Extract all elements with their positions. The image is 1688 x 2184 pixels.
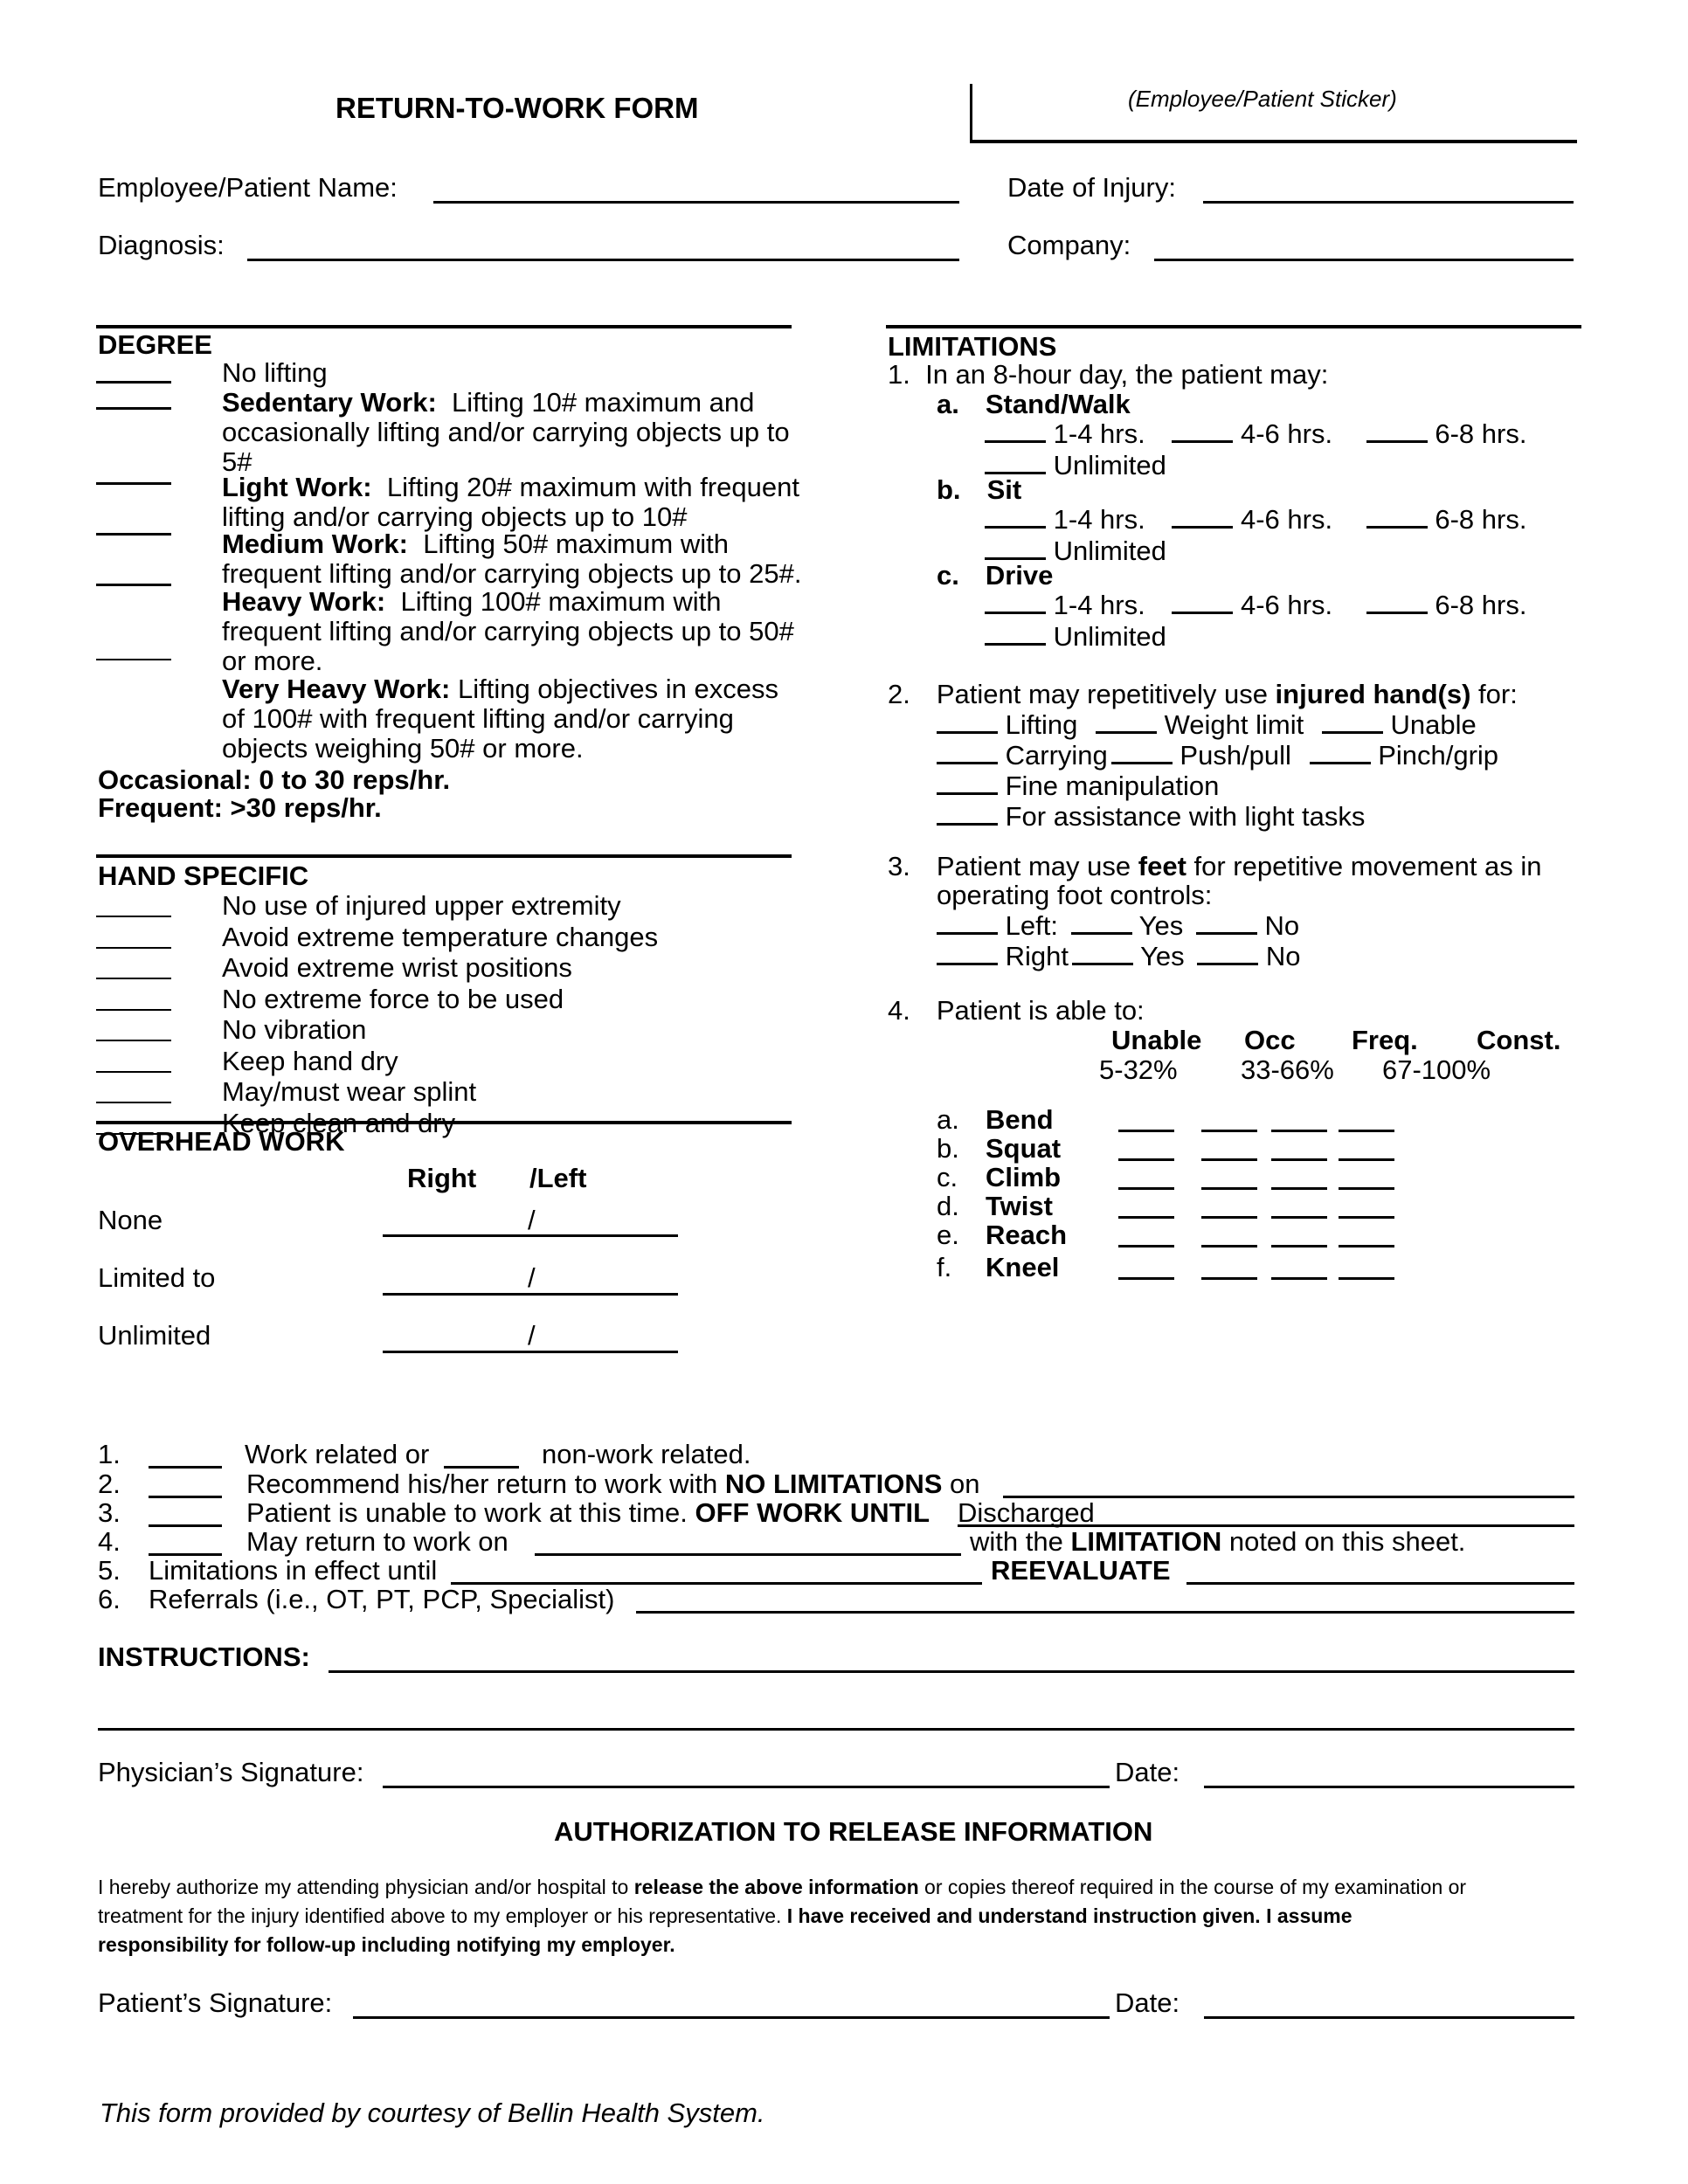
q4-blank-unable[interactable] — [1118, 1187, 1174, 1190]
limitations-q1: 1. In an 8-hour day, the patient may: — [888, 359, 1329, 390]
q4-row-twist: d. Twist — [937, 1192, 1583, 1220]
q4-blank-freq[interactable] — [1271, 1277, 1327, 1280]
option-blank[interactable] — [1322, 708, 1383, 734]
degree-very-heavy: Very Heavy Work: Lifting objectives in excess of 100# with frequent lifting and/or carrying objects weighing 50# or more. — [222, 674, 778, 764]
no-limitations-check[interactable] — [149, 1496, 222, 1498]
degree-check-sedentary[interactable] — [96, 407, 171, 410]
work-related-check[interactable] — [149, 1466, 222, 1469]
q4-col-occ: Occ — [1244, 1025, 1296, 1055]
status-line-3-text: Patient is unable to work at this time. OFF WORK UNTIL — [246, 1497, 930, 1528]
q4-blank-const[interactable] — [1339, 1158, 1394, 1161]
q1-activity-stand-walk: a. Stand/Walk — [937, 389, 1131, 419]
footer-courtesy: This form provided by courtesy of Bellin Health System. — [100, 2098, 765, 2128]
option-blank[interactable] — [937, 770, 998, 795]
hand-item: May/must wear splint — [96, 1077, 760, 1109]
patient-date-field[interactable] — [1204, 2016, 1574, 2019]
date-of-injury-field[interactable] — [1203, 201, 1574, 204]
off-work-until-field[interactable]: Discharged — [958, 1497, 1095, 1528]
q4-blank-unable[interactable] — [1118, 1216, 1174, 1219]
overhead-heading: OVERHEAD WORK — [98, 1126, 345, 1157]
hand-check[interactable] — [96, 947, 171, 949]
degree-light: Light Work: Lifting 20# maximum with frequent lifting and/or carrying objects up to 10# — [222, 472, 799, 532]
overhead-divider — [96, 1121, 792, 1124]
limitations-q2: 2. Patient may repetitively use injured hand(s) for: — [888, 679, 1518, 709]
option-blank[interactable] — [1310, 739, 1371, 764]
q4-blank-freq[interactable] — [1271, 1158, 1327, 1161]
hand-item: No use of injured upper extremity — [96, 891, 760, 923]
non-work-related-label: non-work related. — [542, 1439, 751, 1469]
overhead-col-left: /Left — [529, 1163, 587, 1193]
status-line-5-num: 5. — [98, 1555, 121, 1586]
hand-check[interactable] — [96, 916, 171, 917]
degree-check-very-heavy[interactable] — [96, 659, 171, 660]
hand-item: Keep hand dry — [96, 1047, 760, 1078]
status-line-4-tail: with the LIMITATION noted on this sheet. — [970, 1526, 1466, 1557]
degree-divider — [96, 325, 792, 328]
q4-blank-freq[interactable] — [1271, 1216, 1327, 1219]
q2-options: Lifting Weight limit Unable Carrying Push/pull Pinch/grip Fine manipulation For assistance with light tasks — [937, 708, 1498, 831]
overhead-limited-field[interactable] — [383, 1293, 678, 1296]
overhead-sep: / — [528, 1262, 536, 1293]
limitations-heading: LIMITATIONS — [888, 331, 1057, 362]
degree-check-light[interactable] — [96, 482, 171, 485]
degree-heavy: Heavy Work: Lifting 100# maximum with frequent lifting and/or carrying objects up to 50# or more. — [222, 586, 794, 676]
q4-col-freq: Freq. — [1352, 1025, 1418, 1055]
status-line-1: 1. — [98, 1439, 121, 1469]
hand-check[interactable] — [96, 1071, 171, 1073]
status-line-2-num: 2. — [98, 1469, 121, 1499]
company-field[interactable] — [1154, 259, 1574, 261]
patient-signature-label: Patient’s Signature: — [98, 1987, 333, 2018]
option-blank[interactable] — [985, 503, 1046, 529]
hand-specific-list — [96, 891, 760, 1139]
referrals-field[interactable] — [636, 1611, 1574, 1614]
hand-item: Avoid extreme wrist positions — [96, 953, 760, 985]
diagnosis-field[interactable] — [247, 259, 959, 261]
option-blank[interactable] — [937, 909, 998, 935]
employee-name-field[interactable] — [433, 201, 959, 204]
reevaluate-label: REEVALUATE — [991, 1555, 1171, 1586]
hand-specific-heading: HAND SPECIFIC — [98, 860, 309, 891]
q4-row-reach: e. Reach — [937, 1220, 1583, 1249]
hand-check[interactable] — [96, 1102, 171, 1103]
q4-blank-const[interactable] — [1339, 1130, 1394, 1132]
status-line-3-num: 3. — [98, 1497, 121, 1528]
q4-blank-unable[interactable] — [1118, 1245, 1174, 1248]
q4-row-bend: a. Bend — [937, 1105, 1583, 1134]
q4-blank-unable[interactable] — [1118, 1130, 1174, 1132]
q4-blank-occ[interactable] — [1201, 1216, 1257, 1219]
limitations-divider — [886, 325, 1581, 328]
status-line-6-text: Referrals (i.e., OT, PT, PCP, Specialist) — [149, 1584, 615, 1614]
degree-no-lifting: No lifting — [222, 357, 328, 388]
status-line-2-text: Recommend his/her return to work with NO LIMITATIONS on — [246, 1469, 980, 1499]
overhead-unlimited-field[interactable] — [383, 1351, 678, 1353]
reevaluate-field[interactable] — [1186, 1582, 1574, 1585]
degree-medium: Medium Work: Lifting 50# maximum with frequent lifting and/or carrying objects up to 25#. — [222, 529, 802, 589]
overhead-row-unlimited: Unlimited — [98, 1320, 211, 1351]
hand-check[interactable] — [96, 978, 171, 979]
q1-activity-sit: b. Sit — [937, 474, 1022, 505]
q1-activity-drive: c. Drive — [937, 560, 1054, 591]
degree-heading: DEGREE — [98, 329, 212, 360]
q4-blank-occ[interactable] — [1201, 1158, 1257, 1161]
q4-col-const: Const. — [1477, 1025, 1561, 1055]
option-blank[interactable] — [937, 800, 998, 826]
authorization-text: I hereby authorize my attending physician and/or hospital to release the above information or copies thereof required in the course of my examination or treatment for the injury identified above to my employer or his representative. I have received and understand instruction given. I assume responsibility for follow-up including notifying my employer. — [98, 1876, 1467, 1956]
option-blank[interactable] — [1197, 940, 1258, 965]
off-work-check[interactable] — [149, 1524, 222, 1527]
option-blank[interactable] — [1096, 708, 1157, 734]
option-blank[interactable] — [1366, 418, 1428, 443]
employee-name-label: Employee/Patient Name: — [98, 172, 398, 203]
q4-range-const: 67-100% — [1382, 1054, 1491, 1085]
patient-signature-field[interactable] — [353, 2016, 1110, 2019]
frequent-definition: Frequent: >30 reps/hr. — [98, 792, 382, 823]
degree-check-heavy[interactable] — [96, 584, 171, 586]
physician-signature-field[interactable] — [383, 1786, 1110, 1788]
q4-blank-const[interactable] — [1339, 1216, 1394, 1219]
option-blank[interactable] — [985, 620, 1046, 646]
option-blank[interactable] — [985, 449, 1046, 474]
q4-blank-unable[interactable] — [1118, 1277, 1174, 1280]
option-blank[interactable] — [1111, 739, 1173, 764]
option-blank[interactable] — [937, 739, 998, 764]
q3-feet-options: Left: Yes No Right Yes No — [937, 909, 1301, 971]
option-blank[interactable] — [1172, 589, 1233, 614]
q1-sit-options: 1-4 hrs. 4-6 hrs. 6-8 hrs. Unlimited — [985, 503, 1526, 566]
option-blank[interactable] — [1072, 940, 1133, 965]
q4-blank-unable[interactable] — [1118, 1158, 1174, 1161]
q1-drive-options: 1-4 hrs. 4-6 hrs. 6-8 hrs. Unlimited — [985, 589, 1526, 652]
q4-blank-freq[interactable] — [1271, 1187, 1327, 1190]
option-blank[interactable] — [1366, 589, 1428, 614]
option-blank[interactable] — [1071, 909, 1132, 935]
option-blank[interactable] — [1196, 909, 1257, 935]
status-line-6-num: 6. — [98, 1584, 121, 1614]
q4-range-freq: 33-66% — [1241, 1054, 1334, 1085]
return-date-field[interactable] — [535, 1553, 961, 1556]
authorization-heading: AUTHORIZATION TO RELEASE INFORMATION — [554, 1816, 1153, 1847]
q4-blank-freq[interactable] — [1271, 1245, 1327, 1248]
work-related-label: Work related or — [245, 1439, 430, 1469]
option-blank[interactable] — [985, 589, 1046, 614]
degree-check-medium[interactable] — [96, 533, 171, 536]
instructions-field-line-2[interactable] — [98, 1728, 1574, 1731]
hand-item: Avoid extreme temperature changes — [96, 923, 760, 954]
q4-blank-const[interactable] — [1339, 1277, 1394, 1280]
q4-blank-freq[interactable] — [1271, 1130, 1327, 1132]
option-blank[interactable] — [1172, 503, 1233, 529]
hand-check[interactable] — [96, 1009, 171, 1011]
overhead-row-none: None — [98, 1205, 163, 1235]
hand-check[interactable] — [96, 1040, 171, 1041]
q4-blank-occ[interactable] — [1201, 1130, 1257, 1132]
option-blank[interactable] — [937, 708, 998, 734]
option-blank[interactable] — [985, 535, 1046, 560]
q4-range-occ: 5-32% — [1099, 1054, 1178, 1085]
patient-date-label: Date: — [1115, 1987, 1180, 2018]
hand-specific-divider — [96, 854, 792, 858]
degree-sedentary: Sedentary Work: Lifting 10# maximum and occasionally lifting and/or carrying objects up to 5# — [222, 387, 790, 477]
hand-item: No extreme force to be used — [96, 985, 760, 1016]
q4-blank-occ[interactable] — [1201, 1245, 1257, 1248]
option-blank[interactable] — [1366, 503, 1428, 529]
company-label: Company: — [1007, 230, 1131, 260]
diagnosis-label: Diagnosis: — [98, 230, 225, 260]
physician-date-field[interactable] — [1204, 1786, 1574, 1788]
overhead-sep: / — [528, 1320, 536, 1351]
occasional-definition: Occasional: 0 to 30 reps/hr. — [98, 764, 451, 795]
status-line-4-text: May return to work on — [246, 1526, 508, 1557]
q4-activity-table — [937, 1105, 1583, 1284]
limitations-q3: 3. Patient may use feet for repetitive movement as in — [888, 851, 1542, 881]
physician-signature-label: Physician’s Signature: — [98, 1757, 364, 1787]
hand-item: Keep clean and dry — [96, 1109, 760, 1140]
limitations-q4: 4. Patient is able to: — [888, 995, 1145, 1026]
q4-blank-const[interactable] — [1339, 1245, 1394, 1248]
status-line-5-text: Limitations in effect until — [149, 1555, 438, 1586]
date-of-injury-label: Date of Injury: — [1007, 172, 1176, 203]
physician-date-label: Date: — [1115, 1757, 1180, 1787]
q4-col-unable: Unable — [1111, 1025, 1202, 1055]
overhead-col-right: Right — [407, 1163, 477, 1193]
q1-stand-walk-options: 1-4 hrs. 4-6 hrs. 6-8 hrs. Unlimited — [985, 418, 1526, 480]
limitations-q3-line2: operating foot controls: — [937, 880, 1213, 910]
overhead-row-limited: Limited to — [98, 1262, 216, 1293]
sticker-label: (Employee/Patient Sticker) — [1128, 86, 1397, 112]
q4-blank-const[interactable] — [1339, 1187, 1394, 1190]
overhead-sep: / — [528, 1205, 536, 1235]
hand-item: No vibration — [96, 1015, 760, 1047]
option-blank[interactable] — [985, 418, 1046, 443]
q4-row-squat: b. Squat — [937, 1134, 1583, 1163]
q4-blank-occ[interactable] — [1201, 1277, 1257, 1280]
q4-row-kneel: f. Kneel — [937, 1249, 1583, 1284]
instructions-label: INSTRUCTIONS: — [98, 1641, 310, 1672]
degree-check-no-lifting[interactable] — [96, 381, 171, 384]
form-title: RETURN-TO-WORK FORM — [336, 92, 699, 124]
option-blank[interactable] — [1172, 418, 1233, 443]
q4-row-climb: c. Climb — [937, 1163, 1583, 1192]
option-blank[interactable] — [937, 940, 998, 965]
status-line-4-num: 4. — [98, 1526, 121, 1557]
overhead-none-field[interactable] — [383, 1234, 678, 1237]
instructions-field-line-1[interactable] — [329, 1670, 1574, 1673]
q4-blank-occ[interactable] — [1201, 1187, 1257, 1190]
